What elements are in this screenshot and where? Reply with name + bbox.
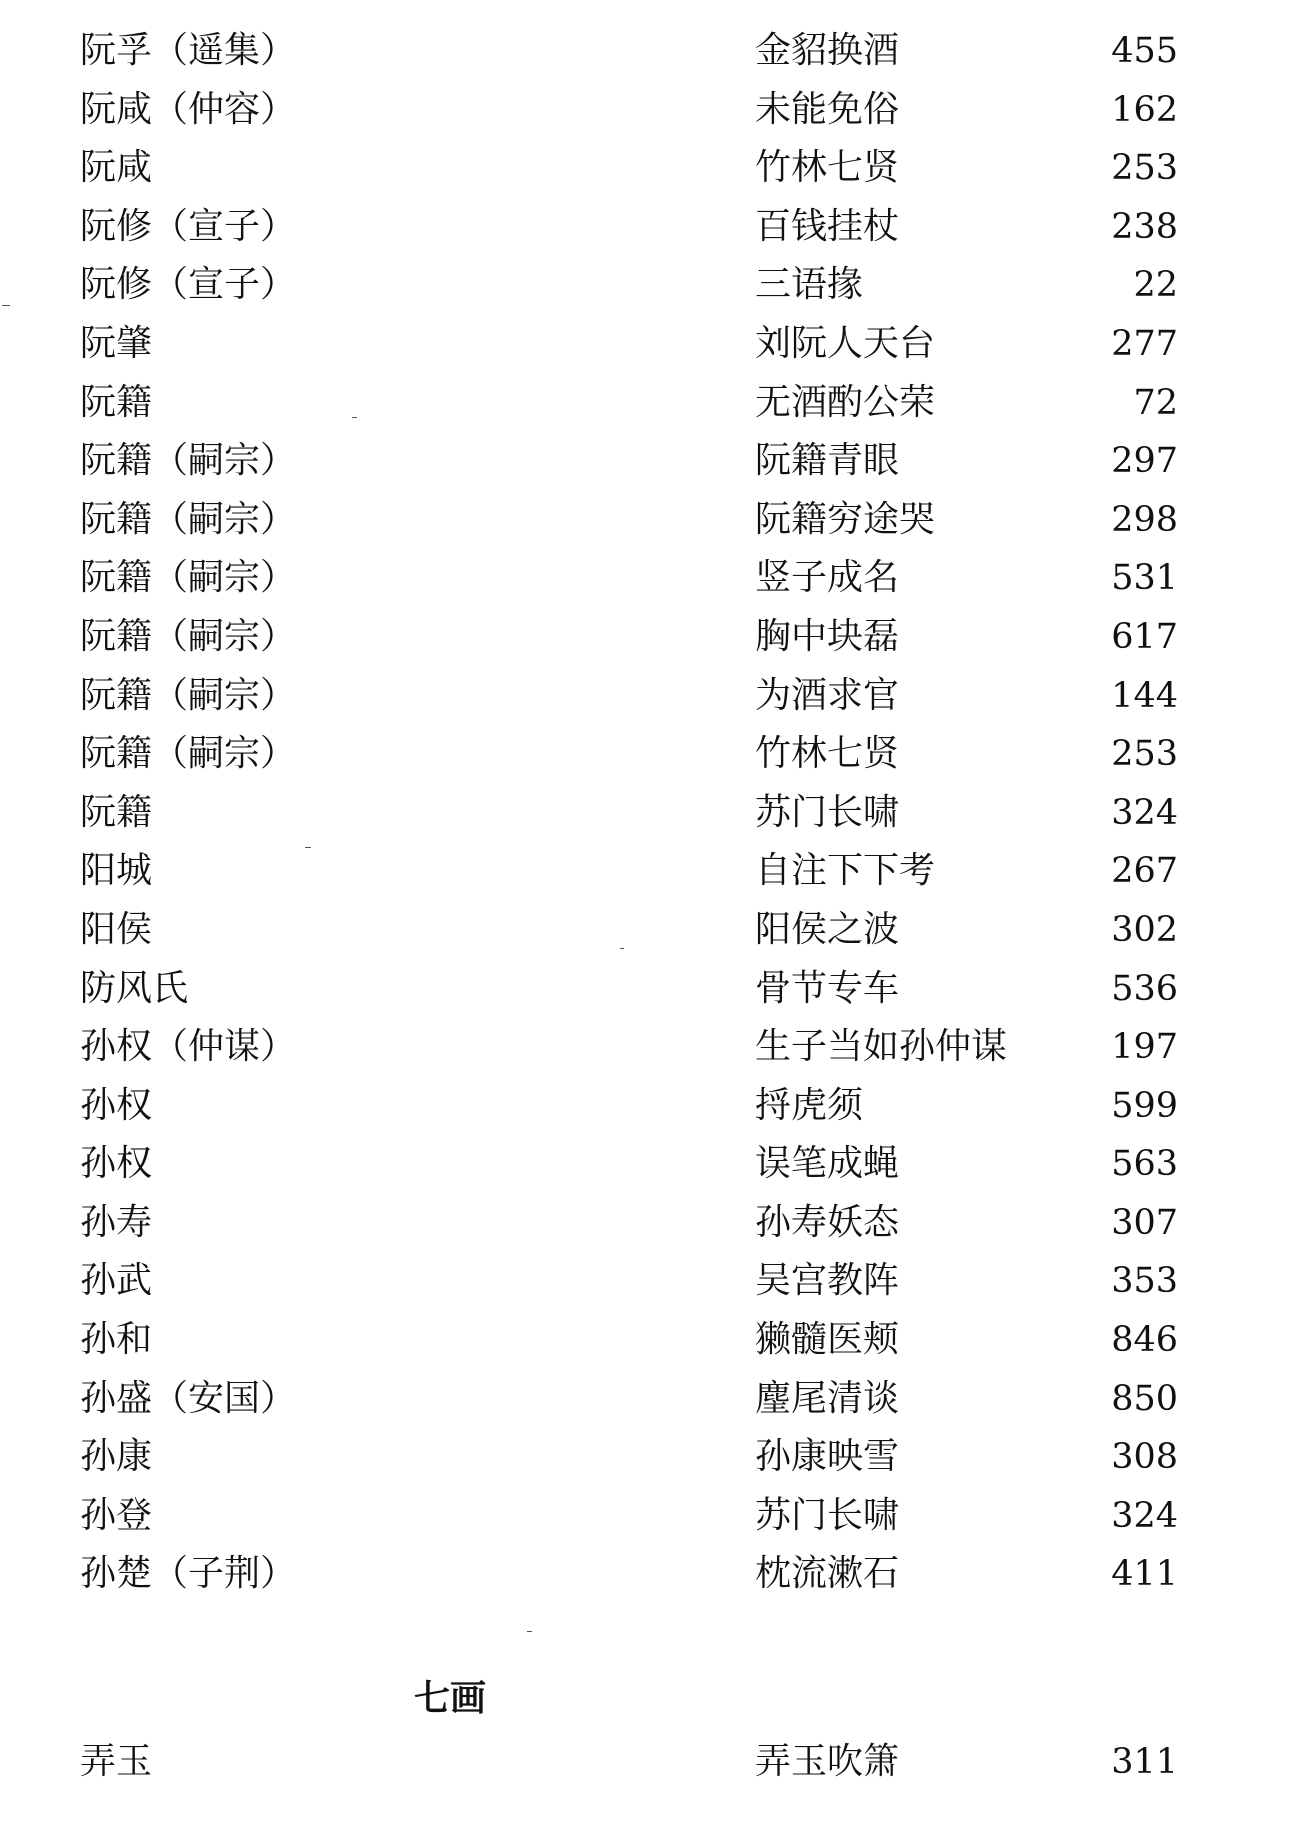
story-title: 阮籍穷途哭 bbox=[755, 498, 936, 540]
story-title: 金貂换酒 bbox=[755, 30, 900, 71]
page-number: 267 bbox=[1111, 851, 1178, 892]
story-title: 捋虎须 bbox=[755, 1084, 864, 1126]
scan-speck bbox=[305, 847, 311, 848]
page-number: 302 bbox=[1111, 909, 1178, 950]
person-name: 阮修（宣子） bbox=[80, 264, 297, 306]
page-number: 353 bbox=[1111, 1261, 1178, 1302]
index-entry bbox=[0, 315, 1295, 374]
person-name: 阮籍 bbox=[80, 381, 153, 423]
index-entry bbox=[0, 960, 1295, 1019]
index-entry bbox=[0, 901, 1295, 960]
story-title: 弄玉吹箫 bbox=[755, 1741, 900, 1782]
person-name: 阮籍（嗣宗） bbox=[80, 557, 297, 599]
page-number: 253 bbox=[1111, 148, 1178, 189]
story-title: 枕流漱石 bbox=[755, 1553, 900, 1595]
index-entry bbox=[0, 608, 1295, 667]
person-name: 孙武 bbox=[80, 1260, 153, 1302]
scan-speck bbox=[620, 948, 624, 949]
section-list bbox=[0, 1733, 1295, 1792]
page-number: 72 bbox=[1133, 382, 1178, 423]
page-number: 599 bbox=[1111, 1085, 1178, 1126]
person-name: 阳城 bbox=[80, 850, 153, 892]
page-number: 238 bbox=[1111, 206, 1178, 247]
page-number: 617 bbox=[1111, 616, 1178, 657]
story-title: 獭髓医颊 bbox=[755, 1319, 900, 1361]
page-number: 531 bbox=[1111, 558, 1178, 599]
story-title: 误笔成蝇 bbox=[755, 1143, 900, 1185]
story-title: 苏门长啸 bbox=[755, 791, 900, 833]
story-title: 阳侯之波 bbox=[755, 908, 900, 950]
page-number: 297 bbox=[1111, 441, 1178, 482]
index-entry bbox=[0, 784, 1295, 843]
index-entry bbox=[0, 1370, 1295, 1429]
index-entry bbox=[0, 1733, 1295, 1792]
index-entry bbox=[0, 1018, 1295, 1077]
story-title: 竹林七贤 bbox=[755, 733, 900, 775]
person-name: 阮咸 bbox=[80, 147, 153, 189]
page-number: 22 bbox=[1133, 265, 1178, 306]
person-name: 孙盛（安国） bbox=[80, 1377, 297, 1419]
story-title: 刘阮人天台 bbox=[755, 322, 936, 364]
index-entry bbox=[0, 491, 1295, 550]
index-entry bbox=[0, 198, 1295, 257]
page-number: 846 bbox=[1111, 1320, 1178, 1361]
index-entry bbox=[0, 1135, 1295, 1194]
person-name: 阮籍（嗣宗） bbox=[80, 674, 297, 716]
story-title: 竖子成名 bbox=[755, 557, 900, 599]
story-title: 孙康映雪 bbox=[755, 1436, 900, 1478]
page-number: 308 bbox=[1111, 1437, 1178, 1478]
page-number: 277 bbox=[1111, 323, 1178, 364]
index-entry bbox=[0, 1194, 1295, 1253]
person-name: 防风氏 bbox=[80, 967, 189, 1009]
scan-speck bbox=[2, 305, 10, 306]
index-entry bbox=[0, 549, 1295, 608]
index-entry bbox=[0, 667, 1295, 726]
section-heading: 七画 bbox=[413, 1677, 486, 1719]
person-name: 阮籍（嗣宗） bbox=[80, 733, 297, 775]
page-number: 563 bbox=[1111, 1144, 1178, 1185]
index-entry bbox=[0, 139, 1295, 198]
page-number: 324 bbox=[1111, 792, 1178, 833]
index-entry bbox=[0, 432, 1295, 491]
scan-speck bbox=[527, 1631, 532, 1632]
story-title: 无酒酌公荣 bbox=[755, 381, 936, 423]
story-title: 阮籍青眼 bbox=[755, 440, 900, 482]
index-entry bbox=[0, 374, 1295, 433]
page-number: 162 bbox=[1111, 89, 1178, 130]
page-number: 307 bbox=[1111, 1202, 1178, 1243]
person-name: 孙权 bbox=[80, 1143, 153, 1185]
person-name: 阮咸（仲容） bbox=[80, 88, 297, 130]
index-entry bbox=[0, 1545, 1295, 1604]
person-name: 阮肇 bbox=[80, 322, 153, 364]
story-title: 百钱挂杖 bbox=[755, 205, 900, 247]
index-entry bbox=[0, 22, 1295, 81]
page-number: 253 bbox=[1111, 734, 1178, 775]
story-title: 生子当如孙仲谋 bbox=[755, 1026, 1008, 1068]
person-name: 阮孚（遥集） bbox=[80, 30, 297, 71]
story-title: 孙寿妖态 bbox=[755, 1201, 900, 1243]
index-entry bbox=[0, 1252, 1295, 1311]
page-number: 197 bbox=[1111, 1027, 1178, 1068]
person-name: 阮籍（嗣宗） bbox=[80, 615, 297, 657]
index-entry bbox=[0, 1487, 1295, 1546]
person-name: 弄玉 bbox=[80, 1741, 153, 1782]
story-title: 三语掾 bbox=[755, 264, 864, 306]
person-name: 阮修（宣子） bbox=[80, 205, 297, 247]
index-list bbox=[0, 22, 1295, 1604]
person-name: 孙权 bbox=[80, 1084, 153, 1126]
story-title: 骨节专车 bbox=[755, 967, 900, 1009]
story-title: 为酒求官 bbox=[755, 674, 900, 716]
story-title: 竹林七贤 bbox=[755, 147, 900, 189]
story-title: 自注下下考 bbox=[755, 850, 936, 892]
person-name: 孙权（仲谋） bbox=[80, 1026, 297, 1068]
story-title: 未能免俗 bbox=[755, 88, 900, 130]
person-name: 孙寿 bbox=[80, 1201, 153, 1243]
page-number: 536 bbox=[1111, 968, 1178, 1009]
index-entry bbox=[0, 1077, 1295, 1136]
person-name: 阳侯 bbox=[80, 908, 153, 950]
person-name: 孙和 bbox=[80, 1319, 153, 1361]
story-title: 苏门长啸 bbox=[755, 1494, 900, 1536]
index-entry bbox=[0, 842, 1295, 901]
person-name: 孙康 bbox=[80, 1436, 153, 1478]
page-number: 298 bbox=[1111, 499, 1178, 540]
index-entry bbox=[0, 1311, 1295, 1370]
story-title: 麈尾清谈 bbox=[755, 1377, 900, 1419]
page-number: 455 bbox=[1111, 31, 1178, 71]
person-name: 阮籍 bbox=[80, 791, 153, 833]
index-entry bbox=[0, 81, 1295, 140]
index-entry bbox=[0, 256, 1295, 315]
person-name: 阮籍（嗣宗） bbox=[80, 440, 297, 482]
page-number: 411 bbox=[1111, 1554, 1178, 1595]
page-number: 311 bbox=[1111, 1742, 1178, 1782]
person-name: 孙登 bbox=[80, 1494, 153, 1536]
page-number: 144 bbox=[1111, 675, 1178, 716]
person-name: 阮籍（嗣宗） bbox=[80, 498, 297, 540]
scan-speck bbox=[352, 417, 357, 418]
page-number: 850 bbox=[1111, 1378, 1178, 1419]
person-name: 孙楚（子荆） bbox=[80, 1553, 297, 1595]
story-title: 吴宫教阵 bbox=[755, 1260, 900, 1302]
page-number: 324 bbox=[1111, 1495, 1178, 1536]
story-title: 胸中块磊 bbox=[755, 615, 900, 657]
index-entry bbox=[0, 725, 1295, 784]
index-entry bbox=[0, 1428, 1295, 1487]
